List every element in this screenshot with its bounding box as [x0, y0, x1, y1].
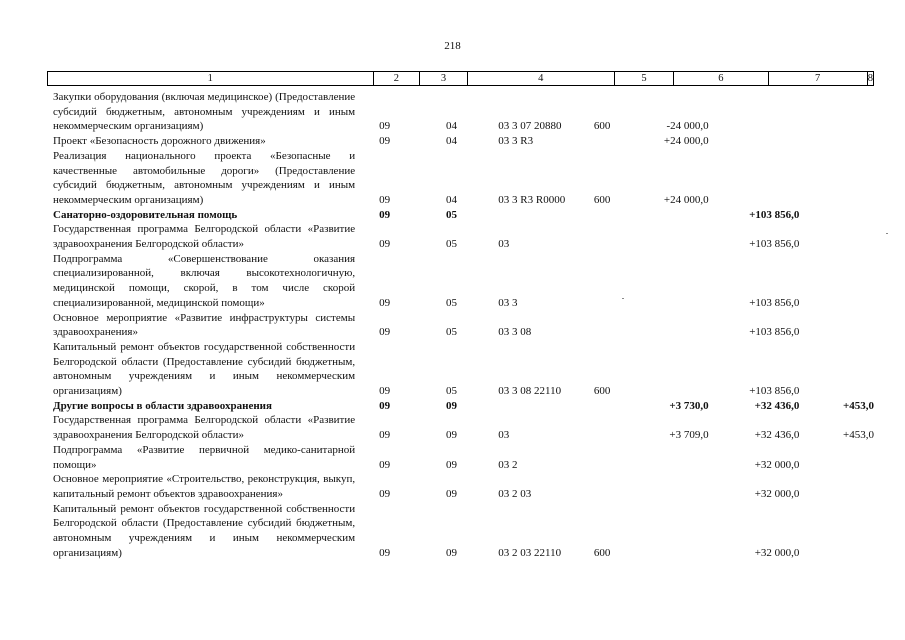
header-col-3: 3	[420, 72, 468, 85]
row-col-7: +32 000,0	[754, 487, 800, 500]
row-col-6: +3 709,0	[669, 429, 709, 442]
row-col-7: +32 000,0	[754, 546, 800, 559]
row-col-6: +24 000,0	[663, 193, 709, 206]
row-col-5: 600	[593, 120, 611, 133]
row-col-2: 09	[379, 120, 391, 133]
header-col-5: 5	[615, 72, 675, 85]
header-col-8: 8	[867, 73, 873, 84]
row-name: Санаторно-оздоровительная помощь	[53, 208, 238, 221]
row-col-6: +24 000,0	[663, 135, 709, 148]
row-col-2: 09	[379, 326, 391, 339]
row-col-3: 04	[446, 120, 458, 133]
table-row	[53, 502, 874, 561]
row-col-7: +103 856,0	[749, 326, 800, 339]
scan-speck	[622, 298, 624, 299]
row-col-4: 03 3 R3 R0000	[498, 193, 566, 206]
table-row	[53, 134, 874, 149]
table-row	[53, 222, 874, 251]
row-name: Основное мероприятие «Развитие инфраструктуры системы здравоохранения»	[53, 311, 356, 339]
table-row	[53, 208, 874, 223]
header-col-2: 2	[374, 72, 421, 85]
row-name: Капитальный ремонт объектов государственной собственности Белгородской области (Предоставление субсидий бюджетным, автономным учреждениям и иным некоммерческим организациям)	[53, 340, 356, 398]
row-col-4: 03 3 08	[498, 326, 532, 339]
row-col-4: 03	[498, 429, 510, 442]
table-row	[53, 472, 874, 501]
row-col-7: +32 000,0	[754, 458, 800, 471]
row-name: Капитальный ремонт объектов государственной собственности Белгородской области (Предоставление субсидий бюджетным, автономным учреждениям и иным некоммерческим организациям)	[53, 502, 356, 559]
page-number: 218	[444, 40, 461, 52]
header-col-1: 1	[48, 72, 374, 85]
table-row	[53, 149, 874, 208]
row-name: Государственная программа Белгородской области «Развитие здравоохранения Белгородской области»	[53, 414, 356, 442]
row-col-3: 04	[446, 193, 458, 206]
row-col-2: 09	[379, 385, 391, 398]
row-col-3: 05	[446, 208, 458, 221]
row-col-3: 09	[446, 487, 458, 500]
table-row	[53, 252, 874, 311]
table-row	[53, 399, 874, 414]
header-col-6: 6	[674, 72, 768, 85]
row-col-2: 09	[379, 208, 391, 221]
row-col-3: 05	[446, 296, 458, 309]
row-col-2: 09	[379, 193, 391, 206]
row-col-4: 03 2 03	[498, 487, 532, 500]
row-name: Реализация национального проекта «Безопасные и качественные автомобильные дороги» (Предоставление субсидий бюджетным, автономным учреждениям и иным некоммерческим организациям)	[53, 149, 356, 206]
table-row	[53, 90, 874, 134]
row-name: Проект «Безопасность дорожного движения»	[53, 135, 266, 148]
row-col-3: 09	[446, 458, 458, 471]
table-row	[53, 443, 874, 472]
row-col-3: 05	[446, 238, 458, 251]
header-col-7: 7	[769, 72, 868, 85]
row-col-2: 09	[379, 135, 391, 148]
row-col-4: 03 3 08 22110	[498, 385, 562, 398]
row-col-8: +453,0	[843, 429, 875, 442]
row-col-8: +453,0	[842, 399, 875, 412]
row-col-3: 05	[446, 385, 458, 398]
row-col-3: 09	[446, 429, 458, 442]
row-col-2: 09	[379, 429, 391, 442]
row-col-7: +103 856,0	[749, 208, 800, 221]
row-col-7: +32 436,0	[754, 399, 800, 412]
row-name: Закупки оборудования (включая медицинское) (Предоставление субсидий бюджетным, автономным учреждениям и иным некоммерческим организациям)	[53, 91, 356, 133]
row-col-5: 600	[593, 546, 611, 559]
row-name: Другие вопросы в области здравоохранения	[53, 399, 272, 412]
header-col-4: 4	[468, 72, 615, 85]
row-col-3: 09	[446, 399, 458, 412]
row-col-3: 05	[446, 326, 458, 339]
row-col-4: 03 3	[498, 296, 518, 309]
row-name: Подпрограмма «Развитие первичной медико-санитарной помощи»	[53, 443, 356, 471]
row-col-7: +32 436,0	[754, 429, 800, 442]
row-col-2: 09	[379, 458, 391, 471]
row-col-2: 09	[379, 238, 391, 251]
table-header	[47, 71, 874, 86]
row-col-7: +103 856,0	[749, 296, 800, 309]
row-col-4: 03 3 07 20880	[498, 120, 562, 133]
table-row	[53, 413, 874, 442]
row-col-5: 600	[593, 385, 611, 398]
table-row	[53, 340, 874, 399]
row-col-5: 600	[593, 193, 611, 206]
row-col-6: -24 000,0	[666, 120, 709, 133]
row-name: Государственная программа Белгородской области «Развитие здравоохранения Белгородской области»	[53, 223, 356, 251]
row-col-3: 09	[446, 546, 458, 559]
table-body	[53, 90, 874, 561]
table-row	[53, 311, 874, 340]
row-col-3: 04	[446, 135, 458, 148]
row-col-2: 09	[379, 399, 391, 412]
row-col-4: 03	[498, 238, 510, 251]
row-col-2: 09	[379, 487, 391, 500]
row-col-7: +103 856,0	[749, 238, 800, 251]
row-col-6: +3 730,0	[669, 399, 709, 412]
row-col-4: 03 3 R3	[498, 135, 534, 148]
row-col-4: 03 2 03 22110	[498, 546, 562, 559]
row-col-7: +103 856,0	[749, 385, 800, 398]
row-col-2: 09	[379, 546, 391, 559]
row-name: Подпрограмма «Совершенствование оказания специализированной, включая высокотехнологичную, медицинской помощи, скорой, в том числе скорой специализированной, медицинской помощи»	[53, 252, 356, 309]
scan-speck	[886, 233, 888, 234]
row-col-4: 03 2	[498, 458, 518, 471]
row-col-2: 09	[379, 296, 391, 309]
row-name: Основное мероприятие «Строительство, реконструкция, выкуп, капитальный ремонт объектов здравоохранения»	[53, 473, 356, 500]
